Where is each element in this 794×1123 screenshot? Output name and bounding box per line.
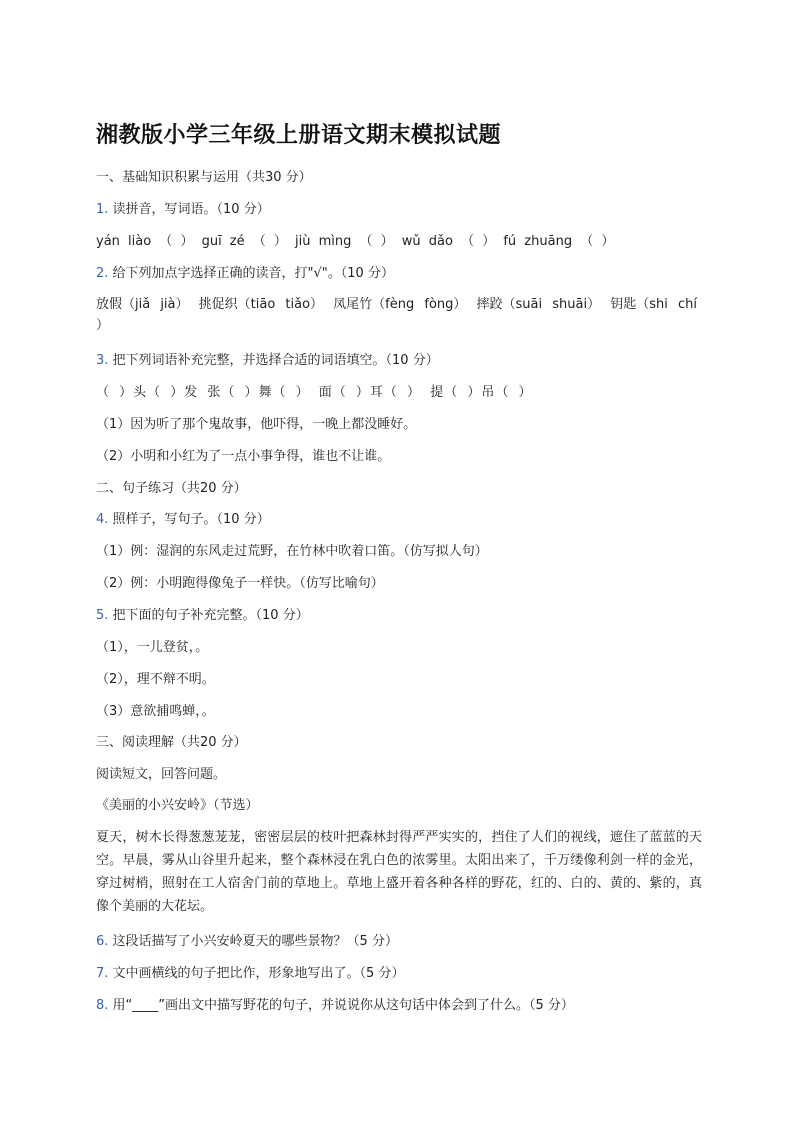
q4-item-1: （1）例：湿润的东风走过荒野，在竹林中吹着口笛。（仿写拟人句） bbox=[96, 544, 488, 559]
question-text: 文中画横线的句子把比作，形象地写出了。（5 分） bbox=[108, 966, 405, 981]
question-text: 读拼音，写词语。（10 分） bbox=[108, 202, 270, 217]
reading-choices-line: 放假（jiǎ jià） 挑促织（tiāo tiǎo） 凤尾竹（fèng fòng） 摔跤（suāi shuāi） 钥匙（shi chí ） bbox=[96, 297, 697, 333]
question-text: 这段话描写了小兴安岭夏天的哪些景物？（5 分） bbox=[108, 934, 398, 949]
question-number: 2. bbox=[96, 266, 109, 281]
question-text: 把下面的句子补充完整。（10 分） bbox=[108, 608, 309, 623]
section-heading-1: 一、基础知识积累与运用（共30 分） bbox=[96, 170, 312, 185]
q5-item-1: （1），一儿登贫，。 bbox=[96, 640, 209, 655]
section-heading-3: 三、阅读理解（共20 分） bbox=[96, 735, 247, 750]
q4-item-2: （2）例：小明跑得像兔子一样快。（仿写比喻句） bbox=[96, 576, 384, 591]
reading-intro: 阅读短文，回答问题。 bbox=[96, 767, 227, 782]
q5-item-2: （2），理不辩不明。 bbox=[96, 672, 215, 687]
pinyin-line: yán liào （ ） guī zé （ ） jiù mìng （ ） wǔ dǎo （ ） fú zhuāng （ ） bbox=[96, 234, 615, 249]
q3-item-1: （1）因为听了那个鬼故事，他吓得，一晚上都没睡好。 bbox=[96, 417, 417, 432]
question-3 bbox=[96, 353, 439, 369]
question-text: 用“____”画出文中描写野花的句子，并说说你从这句话中体会到了什么。（5 分） bbox=[108, 998, 574, 1013]
question-2 bbox=[96, 266, 394, 282]
passage-title: 《美丽的小兴安岭》（节选） bbox=[96, 798, 259, 813]
question-6 bbox=[96, 934, 398, 950]
question-number: 8. bbox=[96, 998, 109, 1013]
page-title: 湘教版小学三年级上册语文期末模拟试题 bbox=[96, 123, 502, 148]
question-4 bbox=[96, 512, 270, 528]
question-number: 3. bbox=[96, 353, 109, 368]
question-text: 给下列加点字选择正确的读音，打"√"。（10 分） bbox=[108, 266, 394, 281]
q5-item-3: （3）意欲捕鸣蝉，。 bbox=[96, 704, 215, 719]
section-heading-2: 二、句子练习（共20 分） bbox=[96, 481, 247, 496]
question-5 bbox=[96, 608, 309, 624]
question-7 bbox=[96, 966, 404, 982]
q3-item-2: （2）小明和小红为了一点小事争得，谁也不让谁。 bbox=[96, 449, 391, 464]
question-number: 6. bbox=[96, 934, 109, 949]
question-number: 1. bbox=[96, 202, 109, 217]
passage-text: 夏天，树木长得葱葱茏茏，密密层层的枝叶把森林封得严严实实的，挡住了人们的视线，遮住了蓝蓝的天空。早晨，雾从山谷里升起来，整个森林浸在乳白色的浓雾里。太阳出来了，千万缕像利剑一样的金光，穿过树梢，照射在工人宿舍门前的草地上。草地上盛开着各种各样的野花，红的、白的、黄的、紫的，真像个美丽的大花坛。 bbox=[96, 830, 702, 914]
question-1 bbox=[96, 202, 270, 218]
question-text: 把下列词语补充完整，并选择合适的词语填空。（10 分） bbox=[108, 353, 439, 368]
question-8 bbox=[96, 998, 574, 1014]
question-text: 照样子，写句子。（10 分） bbox=[108, 512, 270, 527]
question-number: 7. bbox=[96, 966, 109, 981]
question-number: 5. bbox=[96, 608, 109, 623]
fill-words-line: （ ）头（ ）发 张（ ）舞（ ） 面（ ）耳（ ） 提（ ）吊（ ） bbox=[96, 385, 533, 400]
question-number: 4. bbox=[96, 512, 109, 527]
